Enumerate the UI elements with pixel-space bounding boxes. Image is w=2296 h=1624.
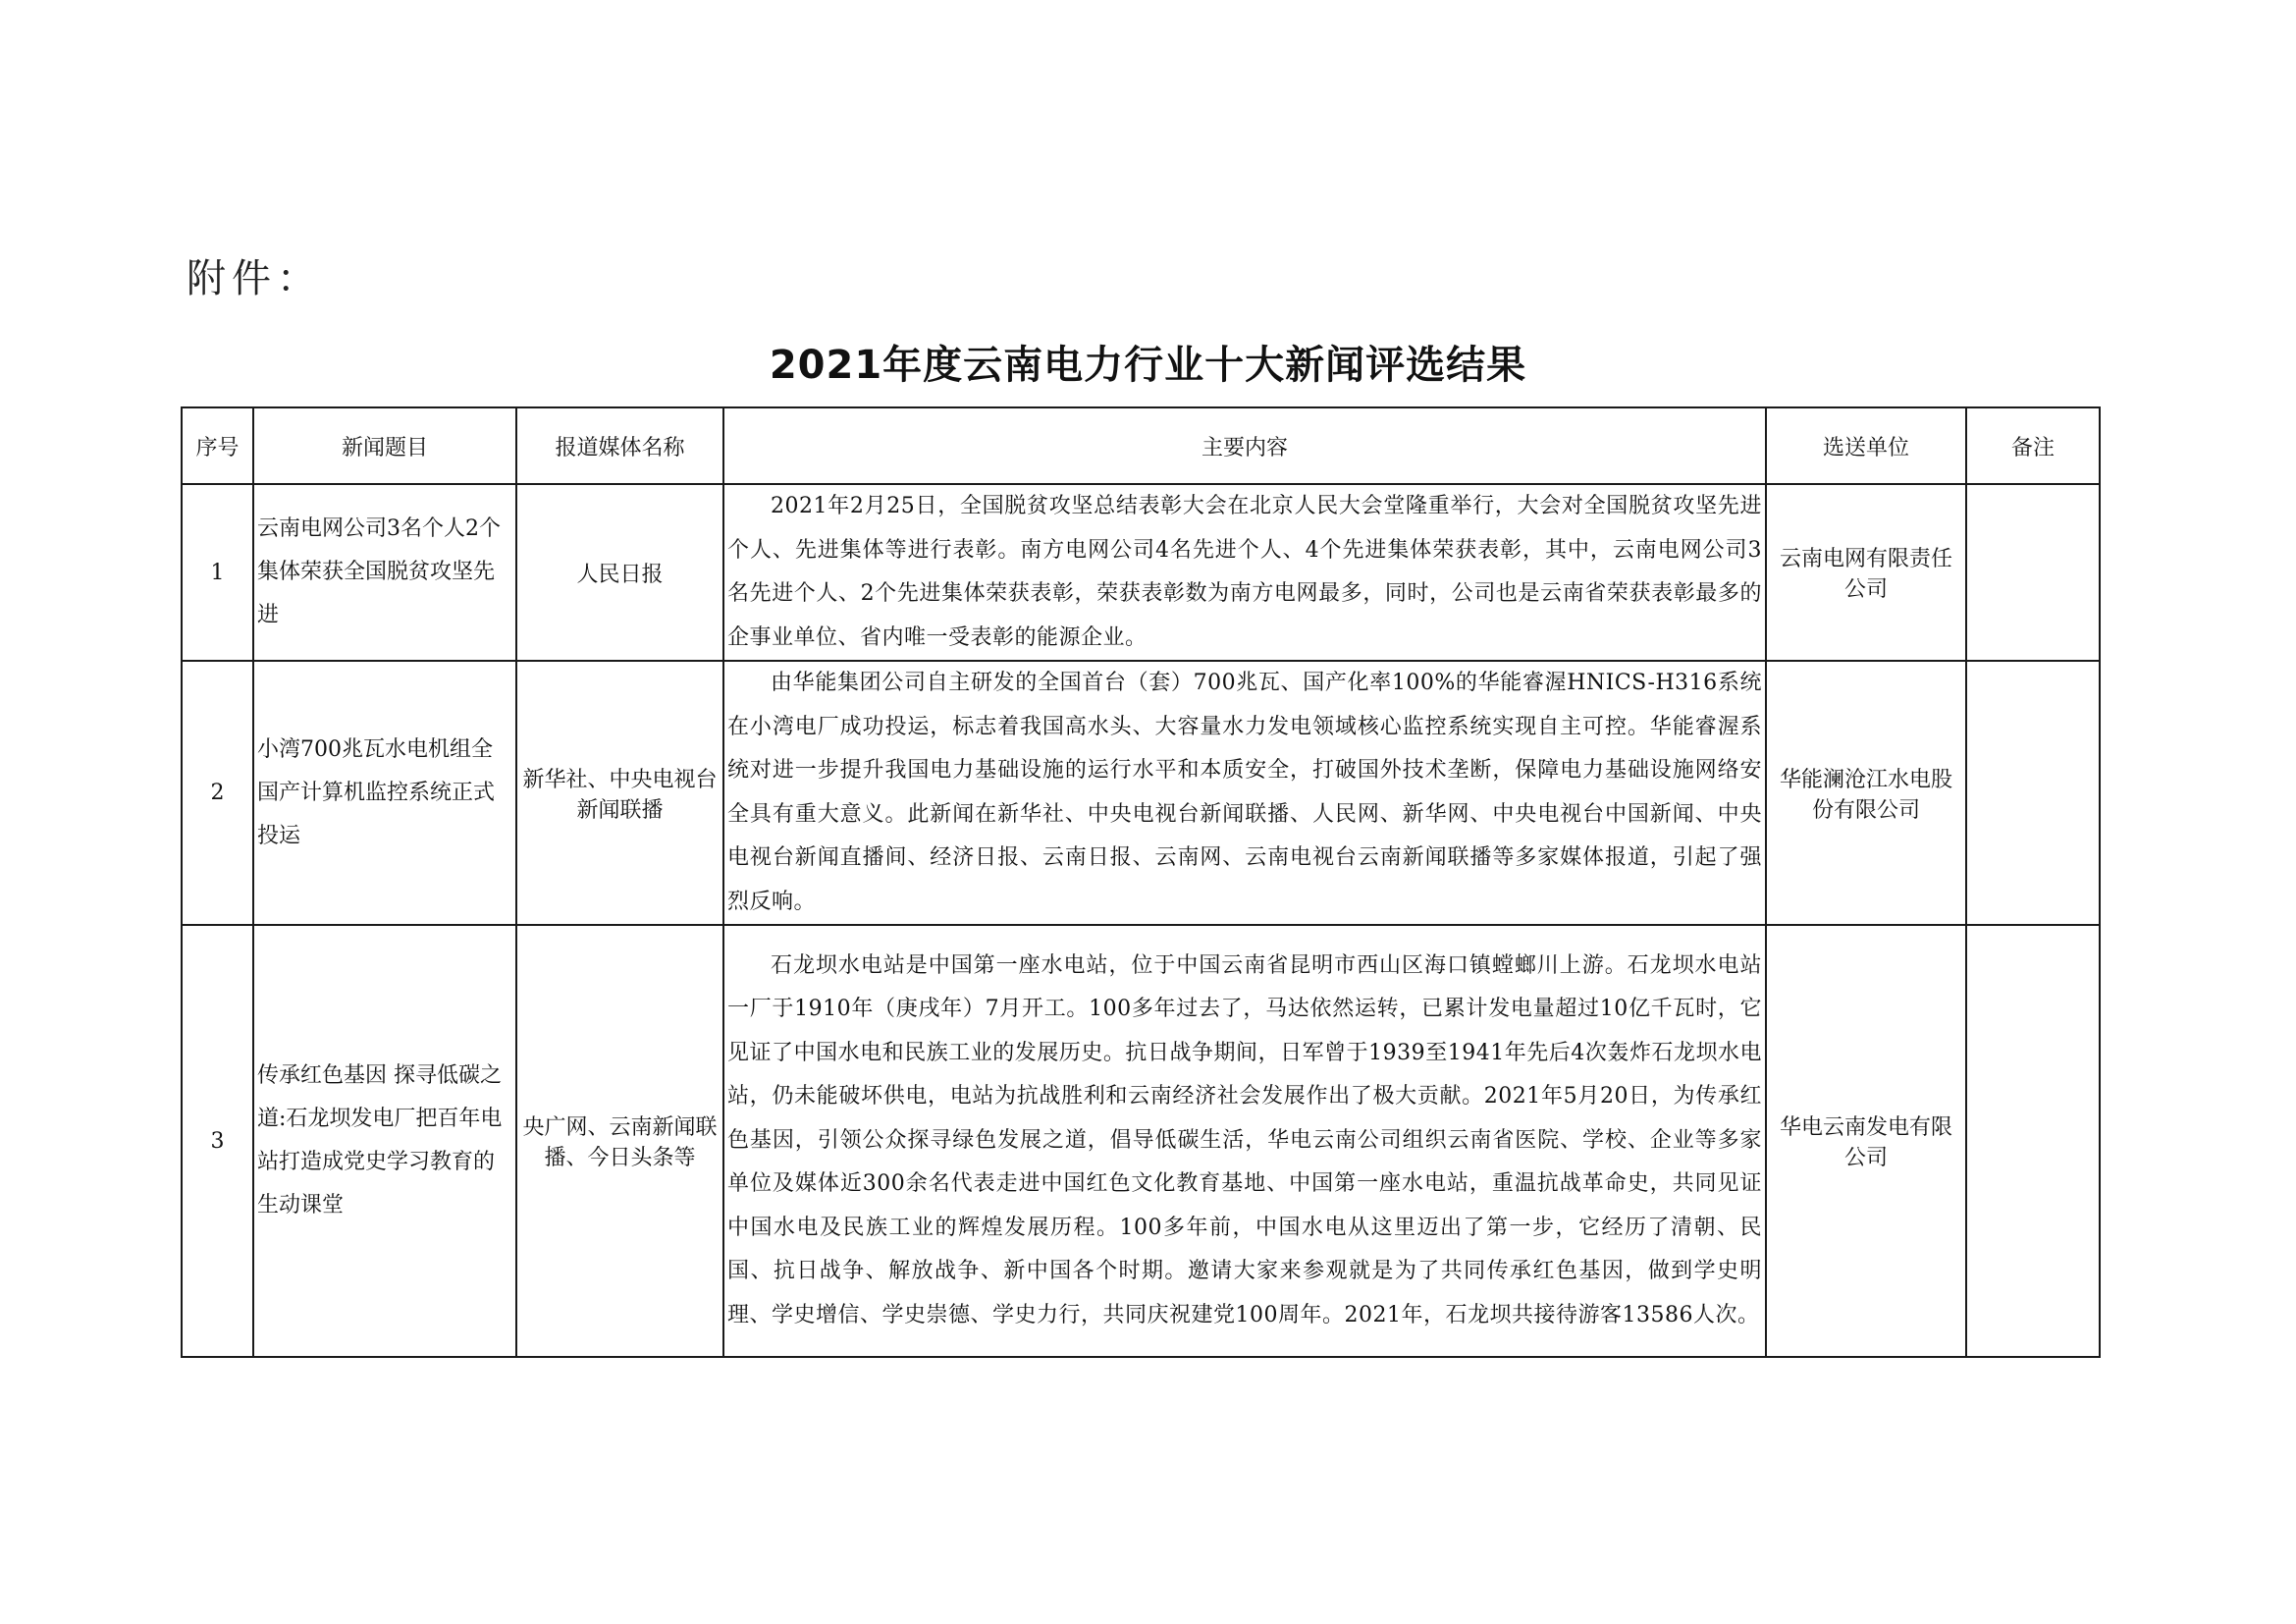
- row-seq: 2: [182, 661, 253, 925]
- row-seq: 3: [182, 925, 253, 1357]
- table-row: [182, 661, 2100, 925]
- header-unit: 选送单位: [1766, 407, 1966, 484]
- header-remark: 备注: [1966, 407, 2100, 484]
- row-remark: [1966, 925, 2100, 1357]
- header-headline: 新闻题目: [253, 407, 516, 484]
- header-content: 主要内容: [723, 407, 1766, 484]
- row-content: 由华能集团公司自主研发的全国首台（套）700兆瓦、国产化率100%的华能睿渥HNICS-H316系统在小湾电厂成功投运，标志着我国高水头、大容量水力发电领域核心监控系统实现自主可控。华能睿渥系统对进一步提升我国电力基础设施的运行水平和本质安全，打破国外技术垄断，保障电力基础设施网络安全具有重大意义。此新闻在新华社、中央电视台新闻联播、人民网、新华网、中央电视台中国新闻、中央电视台新闻直播间、经济日报、云南日报、云南网、云南电视台云南新闻联播等多家媒体报道，引起了强烈反响。: [723, 661, 1766, 925]
- row-remark: [1966, 484, 2100, 661]
- table-row: [182, 484, 2100, 661]
- row-unit: 华能澜沧江水电股份有限公司: [1766, 661, 1966, 925]
- header-media: 报道媒体名称: [516, 407, 723, 484]
- table-header-row: [182, 407, 2100, 484]
- row-headline: 传承红色基因 探寻低碳之道:石龙坝发电厂把百年电站打造成党史学习教育的生动课堂: [253, 925, 516, 1357]
- results-table: [181, 406, 2101, 1358]
- document-title: 2021年度云南电力行业十大新闻评选结果: [769, 343, 1527, 388]
- row-unit: 云南电网有限责任公司: [1766, 484, 1966, 661]
- attachment-label: 附件：: [187, 256, 322, 301]
- row-media: 人民日报: [516, 484, 723, 661]
- row-content: 2021年2月25日，全国脱贫攻坚总结表彰大会在北京人民大会堂隆重举行，大会对全国脱贫攻坚先进个人、先进集体等进行表彰。南方电网公司4名先进个人、4个先进集体荣获表彰，其中，云南电网公司3名先进个人、2个先进集体荣获表彰，荣获表彰数为南方电网最多，同时，公司也是云南省荣获表彰最多的企事业单位、省内唯一受表彰的能源企业。: [723, 484, 1766, 661]
- header-seq: 序号: [182, 407, 253, 484]
- row-headline: 小湾700兆瓦水电机组全国产计算机监控系统正式投运: [253, 661, 516, 925]
- row-headline: 云南电网公司3名个人2个集体荣获全国脱贫攻坚先进: [253, 484, 516, 661]
- row-seq: 1: [182, 484, 253, 661]
- row-content: 石龙坝水电站是中国第一座水电站，位于中国云南省昆明市西山区海口镇螳螂川上游。石龙坝水电站一厂于1910年（庚戌年）7月开工。100多年过去了，马达依然运转，已累计发电量超过10亿千瓦时，它见证了中国水电和民族工业的发展历史。抗日战争期间，日军曾于1939至1941年先后4次轰炸石龙坝水电站，仍未能破坏供电，电站为抗战胜利和云南经济社会发展作出了极大贡献。2021年5月20日，为传承红色基因，引领公众探寻绿色发展之道，倡导低碳生活，华电云南公司组织云南省医院、学校、企业等多家单位及媒体近300余名代表走进中国红色文化教育基地、中国第一座水电站，重温抗战革命史，共同见证中国水电及民族工业的辉煌发展历程。100多年前，中国水电从这里迈出了第一步，它经历了清朝、民国、抗日战争、解放战争、新中国各个时期。邀请大家来参观就是为了共同传承红色基因，做到学史明理、学史增信、学史崇德、学史力行，共同庆祝建党100周年。2021年，石龙坝共接待游客13586人次。: [723, 925, 1766, 1357]
- row-unit: 华电云南发电有限公司: [1766, 925, 1966, 1357]
- row-media: 央广网、云南新闻联播、今日头条等: [516, 925, 723, 1357]
- row-remark: [1966, 661, 2100, 925]
- row-media: 新华社、中央电视台新闻联播: [516, 661, 723, 925]
- table-row: [182, 925, 2100, 1357]
